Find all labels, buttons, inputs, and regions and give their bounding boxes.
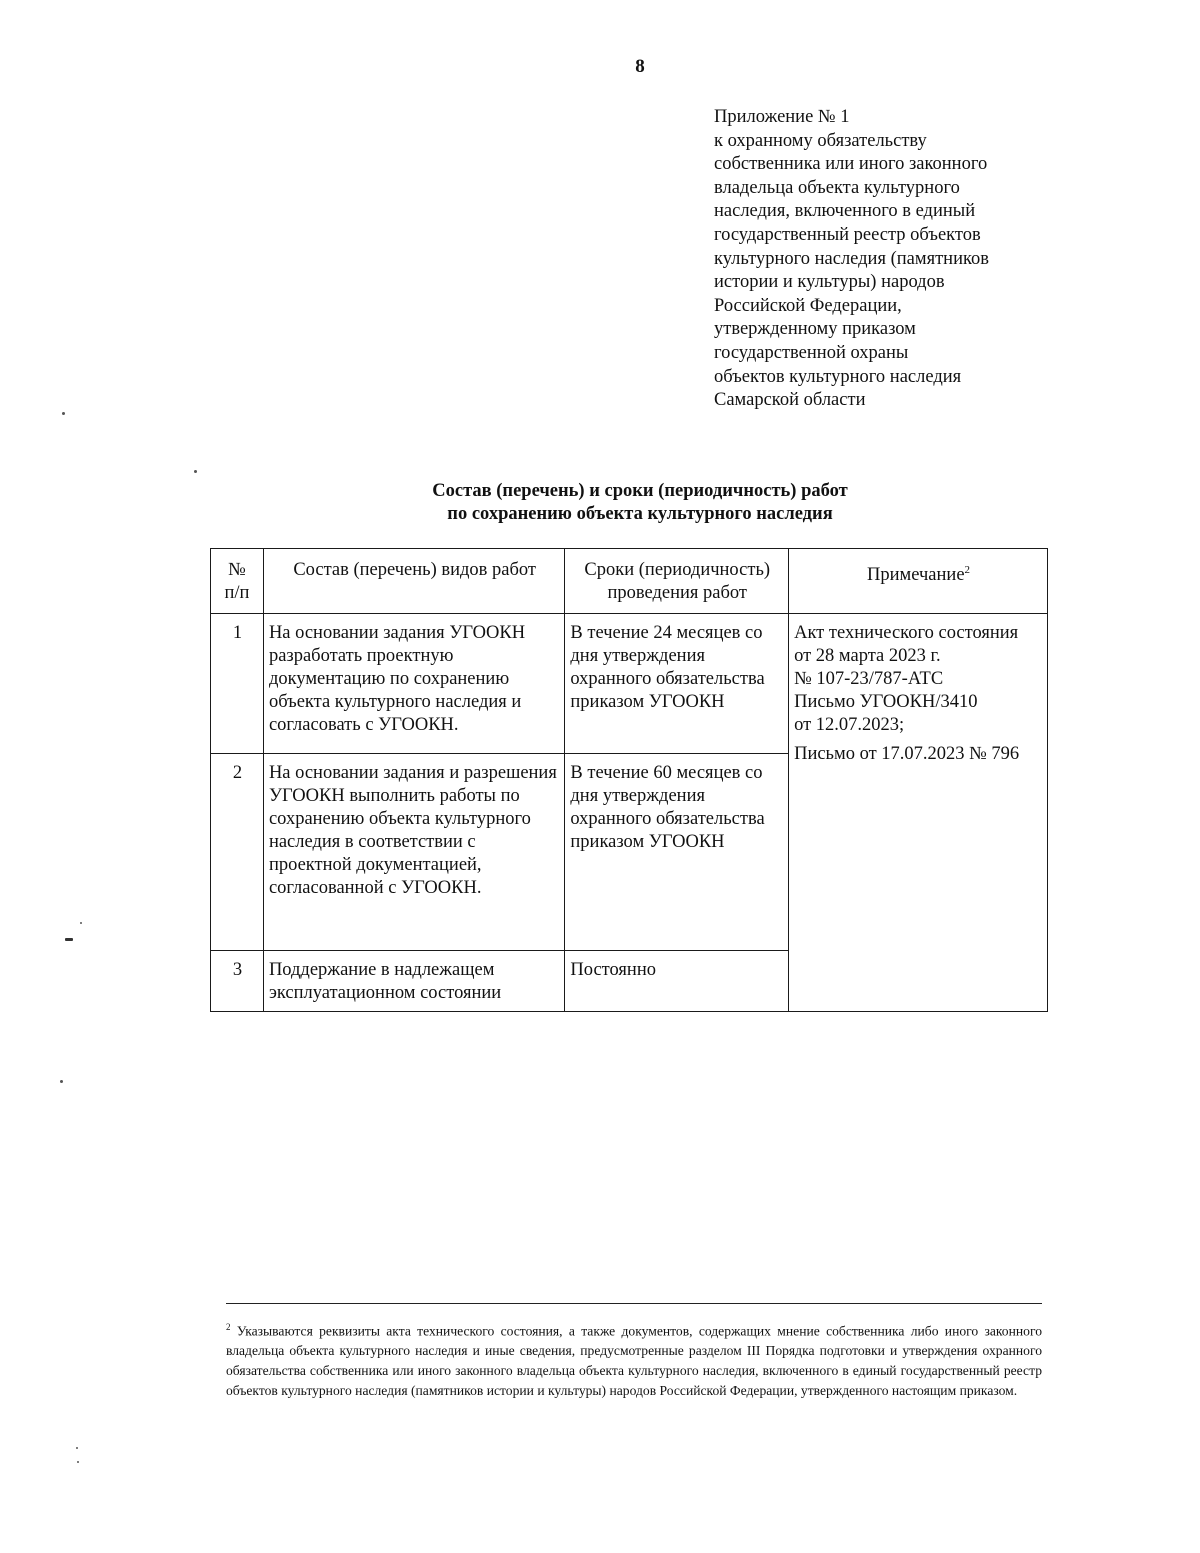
title-line-2: по сохранению объекта культурного наследия xyxy=(447,504,833,524)
appendix-header xyxy=(714,106,1054,413)
appendix-line: объектов культурного наследия xyxy=(714,366,962,387)
header-note-footnote-mark: 2 xyxy=(964,564,971,576)
appendix-line: собственника или иного законного xyxy=(714,154,988,175)
footnote-mark: 2 xyxy=(226,1322,231,1332)
note-line: от 28 марта 2023 г. xyxy=(794,646,941,666)
appendix-line: Приложение № 1 xyxy=(714,107,850,127)
row-num: 1 xyxy=(211,614,264,754)
row-works: На основании задания УГООКН разработать проектную документацию по сохранению объекта культурного наследия и согласовать с УГООКН. xyxy=(263,614,564,754)
row-terms: В течение 24 месяцев со дня утверждения охранного обязательства приказом УГООКН xyxy=(565,614,789,754)
table-row xyxy=(211,614,1048,754)
note-line: Акт технического состояния xyxy=(794,623,1019,643)
appendix-line: культурного наследия (памятников xyxy=(714,248,989,269)
scan-speck xyxy=(76,1447,78,1449)
scan-speck xyxy=(62,412,65,415)
appendix-line: Российской Федерации, xyxy=(714,295,902,316)
table-header-row xyxy=(211,549,1048,614)
works-table xyxy=(210,548,1048,1012)
title-line-1: Состав (перечень) и сроки (периодичность) работ xyxy=(432,481,848,501)
row-terms: В течение 60 месяцев со дня утверждения охранного обязательства приказом УГООКН xyxy=(565,754,789,951)
row-num: 2 xyxy=(211,754,264,951)
note-line: от 12.07.2023; xyxy=(794,715,905,735)
row-note xyxy=(789,614,1048,1012)
footnote-divider xyxy=(226,1303,1042,1304)
appendix-line: Самарской области xyxy=(714,390,866,411)
document-title xyxy=(300,480,980,526)
note-line: № 107-23/787-АТС xyxy=(794,669,944,689)
note-line: Письмо УГООКН/3410 xyxy=(794,692,978,712)
header-num: № п/п xyxy=(211,549,264,614)
note-line: Письмо от 17.07.2023 № 796 xyxy=(794,744,1020,764)
scan-speck xyxy=(65,938,73,941)
footnote xyxy=(226,1318,1042,1401)
row-terms: Постоянно xyxy=(565,951,789,1012)
appendix-line: государственный реестр объектов xyxy=(714,224,981,245)
header-note-label: Примечание xyxy=(867,565,965,586)
appendix-line: государственной охраны xyxy=(714,342,909,363)
header-terms: Сроки (периодичность) проведения работ xyxy=(565,549,789,614)
scan-speck xyxy=(60,1080,63,1083)
scan-speck xyxy=(77,1461,79,1463)
scan-speck xyxy=(194,470,197,473)
appendix-line: истории и культуры) народов xyxy=(714,272,945,293)
scan-speck xyxy=(80,922,82,924)
row-num: 3 xyxy=(211,951,264,1012)
row-works: Поддержание в надлежащем эксплуатационном состоянии xyxy=(263,951,564,1012)
appendix-line: к охранному обязательству xyxy=(714,130,927,151)
page-number: 8 xyxy=(635,56,645,77)
row-works: На основании задания и разрешения УГООКН выполнить работы по сохранению объекта культурного наследия в соответствии с проектной документацией, согласованной с УГООКН. xyxy=(263,754,564,951)
footnote-text: Указываются реквизиты акта технического состояния, а также документов, содержащих мнение собственника либо иного законного владельца объекта культурного наследия и иные сведения, предусмотренные разделом III Порядка подготовки и утверждения охранного обязательства собственника или иного законного владельца объекта культурного наследия, включенного в единый государственный реестр объектов культурного наследия (памятников истории и культуры) народов Российской Федерации, утвержденного настоящим приказом. xyxy=(226,1323,1042,1398)
appendix-line: наследия, включенного в единый xyxy=(714,201,976,222)
header-note xyxy=(789,549,1048,614)
appendix-line: владельца объекта культурного xyxy=(714,177,960,198)
header-works: Состав (перечень) видов работ xyxy=(263,549,564,614)
appendix-line: утвержденному приказом xyxy=(714,319,916,340)
